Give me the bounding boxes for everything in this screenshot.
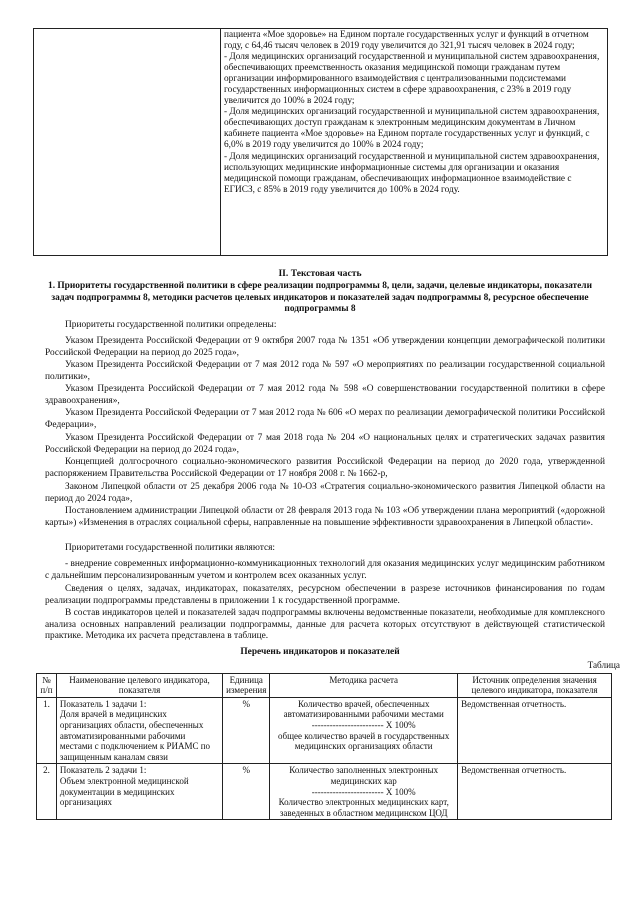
row-number: 1.	[37, 697, 57, 764]
paragraph: В состав индикаторов целей и показателей задач подпрограммы включены ведомственные показатели, необходимые для комплексного анализа основных направлений реализации подпрограммы, данные для расчета которых отсутствуют в действующей статистической практике. Методика их расчета представлена в таблице.	[45, 608, 605, 642]
row-source: Ведомственная отчетность.	[458, 697, 612, 764]
row-name: Показатель 2 задачи 1: Объем электронной медицинской документации в медицинских организациях	[56, 764, 222, 820]
row-unit: %	[223, 697, 270, 764]
header-unit: Единица измерения	[223, 674, 270, 698]
column-divider	[220, 29, 221, 255]
paragraph: Указом Президента Российской Федерации от 7 мая 2012 года № 606 «О мерах по реализации демографической политики Российской Федерации»,	[45, 408, 605, 430]
row-unit: %	[223, 764, 270, 820]
paragraph: Законом Липецкой области от 25 декабря 2006 года № 10-ОЗ «Стратегия социально-экономического развития Липецкой области на период до 2024 года»,	[45, 482, 605, 504]
paragraph: Указом Президента Российской Федерации от 7 мая 2012 года № 598 «О совершенствовании государственной политики в сфере здравоохранения»,	[45, 384, 605, 406]
row-name: Показатель 1 задачи 1: Доля врачей в медицинских организациях области, обеспеченных автоматизированными рабочими местами с подключением к РИАМС по защищенным каналам связи	[56, 697, 222, 764]
continuation-table	[33, 28, 608, 256]
row-method: Количество врачей, обеспеченных автоматизированными рабочими местами ------------------------ Х 100% общее количество врачей в государственных медицинских организациях области	[270, 697, 458, 764]
table-header-row	[37, 674, 612, 698]
paragraph: Концепцией долгосрочного социально-экономического развития Российской Федерации на период до 2020 года, утвержденной распоряжением Правительства Российской Федерации от 17 ноября 2008 г. № 1662-р,	[45, 457, 605, 479]
paragraph: - внедрение современных информационно-коммуникационных технологий для оказания медицинских услуг медицинским работником с дальнейшим персонализированным учетом и контролем всех оказанных услуг.	[45, 559, 605, 581]
subsection-heading: 1. Приоритеты государственной политики в сфере реализации подпрограммы 8, цели, задачи, целевые индикаторы, показатели задач подпрограммы 8, методики расчетов целевых индикаторов и показателей задач подпрограммы 8, ресурсное обеспечение подпрограммы 8	[48, 281, 592, 314]
header-source: Источник определения значения целевого индикатора, показателя	[458, 674, 612, 698]
header-method: Методика расчета	[270, 674, 458, 698]
section-title: II. Текстовая часть	[278, 268, 362, 279]
row-method: Количество заполненных электронных медицинских кар ------------------------ Х 100% Количество электронных медицинских карт, заведенных в областном медицинском ЦОД	[270, 764, 458, 820]
paragraph: Приоритеты государственной политики определены:	[65, 320, 277, 330]
table-caption: Перечень индикаторов и показателей	[240, 647, 400, 657]
table-row	[37, 764, 612, 820]
header-name: Наименование целевого индикатора, показателя	[56, 674, 222, 698]
indicators-table	[36, 673, 612, 820]
row-source: Ведомственная отчетность.	[458, 764, 612, 820]
paragraph: Приоритетами государственной политики являются:	[65, 543, 276, 553]
table-label: Таблица	[587, 660, 620, 670]
row-number: 2.	[37, 764, 57, 820]
header-number: № п/п	[37, 674, 57, 698]
paragraph: Указом Президента Российской Федерации от 7 мая 2012 года № 597 «О мероприятиях по реализации государственной социальной политики»,	[45, 360, 605, 382]
paragraph: Сведения о целях, задачах, индикаторах, показателях, ресурсном обеспечении в разрезе источников финансирования по годам реализации подпрограммы представлены в приложении 1 к государственной программе.	[45, 584, 605, 606]
table-row	[37, 697, 612, 764]
paragraph: Постановлением администрации Липецкой области от 28 февраля 2013 года № 103 «Об утверждении плана мероприятий («дорожной карты») «Изменения в отраслях социальной сферы, направленные на повышение эффективности здравоохранения в Липецкой области».	[45, 506, 605, 528]
paragraph: Указом Президента Российской Федерации от 9 октября 2007 года № 1351 «Об утверждении концепции демографической политики Российской Федерации на период до 2025 года»,	[45, 336, 605, 358]
paragraph: Указом Президента Российской Федерации от 7 мая 2018 года № 204 «О национальных целях и стратегических задачах развития Российской Федерации на период до 2024 года»,	[45, 433, 605, 455]
indicator-results-cell: пациента «Мое здоровье» на Едином портале государственных услуг и функций в отчетном году, с 64,46 тысяч человек в 2019 году увеличится до 321,91 тысяч человек в 2024 году; - Доля медицинских организаций государственной и муниципальной систем здравоохранения, обеспечивающих преемственность оказания медицинской помощи гражданам путем организации информированного взаимодействия с централизованными подсистемами государственных информационных систем в сфере здравоохранения, с 23% в 2019 году увеличится до 100% в 2024 году; - Доля медицинских организаций государственной и муниципальной систем здравоохранения, обеспечивающих доступ гражданам к электронным медицинским документам в Личном кабинете пациента «Мое здоровье» на Едином портале государственных услуг и функций, с 6,0% в 2019 году увеличится до 100% в 2024 году; - Доля медицинских организаций государственной и муниципальной систем здравоохранения, использующих медицинские информационные системы для организации и оказания медицинской помощи гражданам, обеспечивающих информационное взаимодействие с ЕГИСЗ, с 85% в 2019 году увеличится до 100% в 2024 году.	[224, 30, 600, 195]
